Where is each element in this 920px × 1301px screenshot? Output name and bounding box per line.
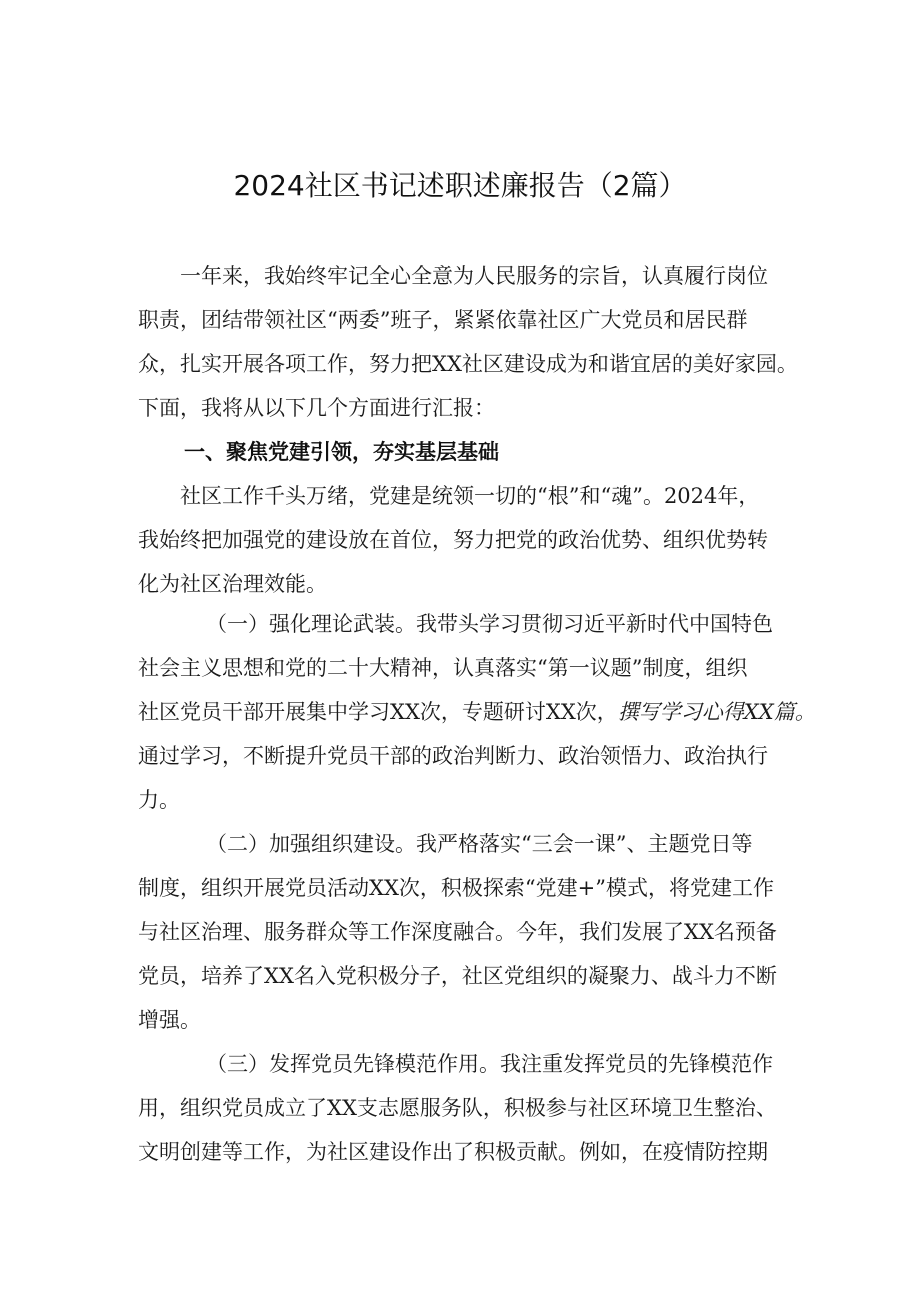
item-1-line-3	[138, 690, 816, 734]
item-3-line-3: 文明创建等工作，为社区建设作出了积极贡献。例如，在疫情防控期	[138, 1140, 768, 1164]
item-1-line-3-italic-text: 撰写学习心得XX篇。	[617, 700, 816, 724]
intro-line-3: 众，扎实开展各项工作，努力把XX社区建设成为和谐宜居的美好家园。	[138, 352, 798, 376]
item-2-line-5: 增强。	[138, 1008, 201, 1032]
item-2-line-1: （二）加强组织建设。我严格落实“三会一课”、主题党日等	[206, 832, 753, 856]
item-2-line-4: 党员，培养了XX名入党积极分子，社区党组织的凝聚力、战斗力不断	[138, 964, 777, 988]
section-1-intro-line-3: 化为社区治理效能。	[138, 572, 327, 596]
item-3-line-2: 用，组织党员成立了XX支志愿服务队，积极参与社区环境卫生整治、	[138, 1096, 777, 1120]
item-1-line-5: 力。	[138, 788, 180, 812]
section-1-intro-line-1: 社区工作千头万绪，党建是统领一切的“根”和“魂”。2024年，	[180, 484, 760, 508]
item-2-line-3: 与社区治理、服务群众等工作深度融合。今年，我们发展了XX名预备	[138, 920, 777, 944]
item-1-line-2: 社会主义思想和党的二十大精神，认真落实“第一议题”制度，组织	[138, 656, 748, 680]
intro-line-4: 下面，我将从以下几个方面进行汇报：	[138, 396, 495, 420]
item-1-line-4: 通过学习，不断提升党员干部的政治判断力、政治领悟力、政治执行	[138, 744, 768, 768]
intro-line-2: 职责，团结带领社区“两委”班子，紧紧依靠社区广大党员和居民群	[138, 308, 748, 332]
intro-line-1: 一年来，我始终牢记全心全意为人民服务的宗旨，认真履行岗位	[180, 264, 768, 288]
item-2-line-2: 制度，组织开展党员活动XX次，积极探索“党建+”模式，将党建工作	[138, 876, 774, 900]
item-1-line-3-text: 社区党员干部开展集中学习XX次，专题研讨XX次，	[138, 700, 618, 724]
section-1-intro-line-2: 我始终把加强党的建设放在首位，努力把党的政治优势、组织优势转	[138, 528, 768, 552]
item-1-line-1: （一）强化理论武装。我带头学习贯彻习近平新时代中国特色	[206, 612, 773, 636]
section-1-heading: 一、聚焦党建引领，夯实基层基础	[184, 440, 499, 464]
page-title: 2024社区书记述职述廉报告（2篇）	[233, 169, 687, 202]
item-3-line-1: （三）发挥党员先锋模范作用。我注重发挥党员的先锋模范作	[206, 1052, 773, 1076]
